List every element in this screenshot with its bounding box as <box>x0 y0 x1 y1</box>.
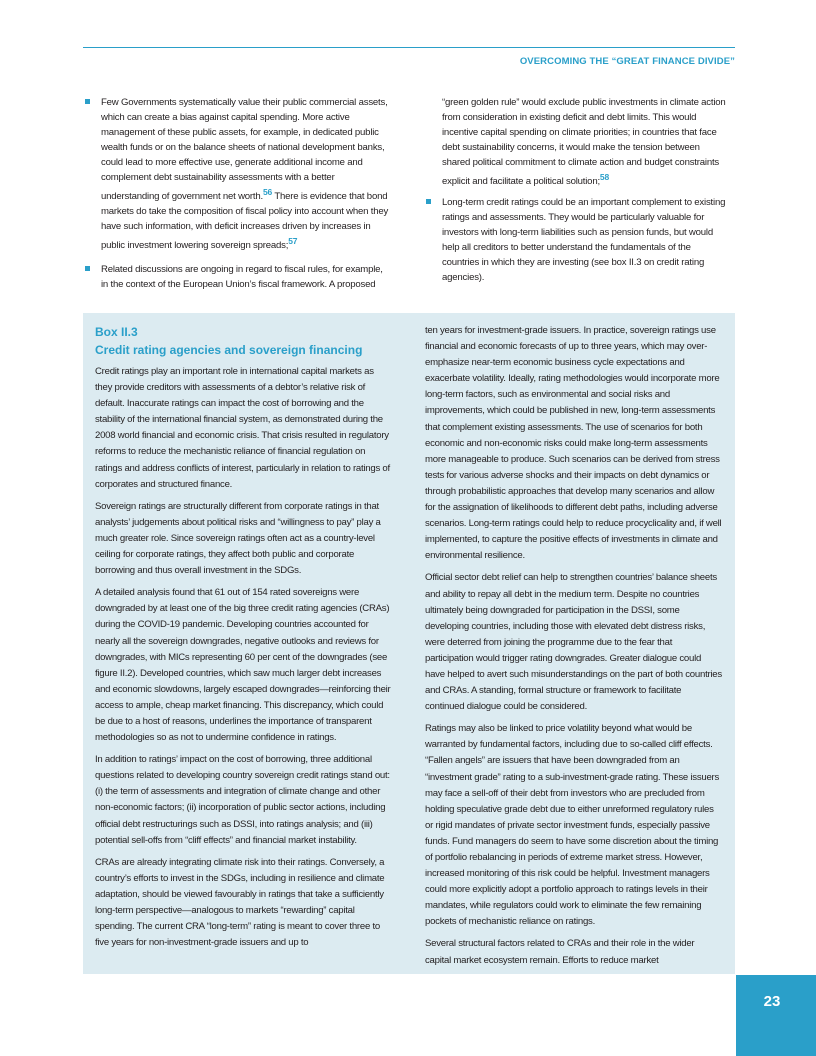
bullet-item <box>424 195 730 285</box>
box-credit-rating-agencies <box>83 313 735 974</box>
page-number: 23 <box>763 993 781 1010</box>
bullet-text: “green golden rule” would exclude public investments in climate action from consideration in existing deficit and debt limits. This would incentive capital spending on climate priorities; in countries that face debt sustainability concerns, it would make the tension between shared political commitment to climate action and budget constraints explicit and facilitate a political solution; <box>442 97 726 188</box>
bullet-item <box>83 262 389 292</box>
bullet-text: Few Governments systematically value their public commercial assets, which can create a bias against capital spending. More active management of these public assets, for example, in dedicated public wealth funds or on the balance sheets of national development banks, could lead to more effective use, generate additional income and complement debt sustainability assessments with a better understanding of government net worth. <box>101 97 388 203</box>
running-header: OVERCOMING THE “GREAT FINANCE DIVIDE” <box>519 56 735 67</box>
footnote-ref[interactable]: 58 <box>599 172 609 182</box>
bullet-continuation <box>424 95 730 189</box>
box-paragraph: A detailed analysis found that 61 out of 154 rated sovereigns were downgraded by at least one of the big three credit rating agencies (CRAs) during the COVID-19 pandemic. Developing countries accounted for nearly all the sovereign downgrades, negative outlooks and reviews for downgrades, with MICs representing 60 per cent of the downgrades (see figure II.2). Developed countries, which saw much larger debt increases and economic slowdowns, largely escaped downgrades—reinforcing their access to ample, cheap market financing. This discrepancy, which could be due to a host of reasons, underlines the importance of transparent methodologies so as not to undermine confidence in ratings. <box>95 587 391 744</box>
right-column <box>424 95 730 294</box>
bullet-text: Long-term credit ratings could be an important complement to existing ratings and assessments. They would be particularly valuable for investors with long-term liabilities such as pension funds, but would help all creditors to better understand the fundamentals of the countries in which they are investing (see box II.3 on credit rating agencies). <box>442 197 726 284</box>
bullet-text: There is evidence that bond markets do take the composition of fiscal policy into account when they have such information, with deficit increases driven by increases in public investment lowering sovereign spreads; <box>101 191 389 252</box>
box-title: Credit rating agencies and sovereign financing <box>95 343 363 357</box>
bullet-square-icon <box>85 266 90 271</box>
box-paragraph: Credit ratings play an important role in international capital markets as they provide creditors with assessments of a debtor’s relative risk of default. Inaccurate ratings can impact the cost of borrowing and the stability of the international financial system, as demonstrated during the 2008 world financial and economic crisis. That crisis resulted in regulatory reforms to reduce the mechanistic reliance of financial regulation on ratings and address conflicts of interest, particularly in relation to ratings of corporates and structured finance. <box>95 366 390 490</box>
box-paragraph: Sovereign ratings are structurally different from corporate ratings in that analysts’ judgements about political risks and “willingness to pay” play a much greater role. Since sovereign ratings often act as a country-level ceiling for corporate ratings, they affect both public and corporate borrowing and thus overall investment in the SDGs. <box>95 500 381 577</box>
top-text-columns <box>83 95 735 295</box>
box-paragraph: Ratings may also be linked to price volatility beyond what would be warranted by fundamental factors, including due to so-called cliff effects. “Fallen angels” are issuers that have been downgraded from an “investment grade” rating to a sub-investment-grade rating. These issuers may face a sell-off of their debt from investors who are precluded from holding speculative grade debt due to either unreformed regulatory rules or rigid mandates of private sector investment funds, especially passive funds. Fund managers do seem to have some discretion about the timing of portfolio rebalancing in periods of extreme market stress. However, increased monitoring of this risk could be helpful. Investment managers could more explicitly adopt a portfolio approach to ratings levels in their mandates, while regulators could work to eliminate the few remaining pockets of mechanistic reliance on ratings. <box>425 723 720 928</box>
box-paragraph: In addition to ratings’ impact on the cost of borrowing, three additional questions related to developing country sovereign credit ratings stand out: (i) the term of assessments and integration of climate change and other non-economic factors; (ii) incorporation of public sector actions, including official debt restructurings such as DSSI, into ratings analysis; and (iii) potential sell-offs from “cliff effects” and financial market instability. <box>95 754 390 846</box>
box-right-column <box>425 323 722 975</box>
box-paragraph: Official sector debt relief can help to strengthen countries’ balance sheets and ability to repay all debt in the medium term. Despite no countries ultimately being downgraded for participation in the DSSI, some developing countries, including those with elevated debt distress risks, were deterred from joining the programme due to the fear that participation would trigger rating downgrades. Greater dialogue could have helped to avert such misunderstandings on the part of both countries and CRAs. A standing, formal structure or framework to facilitate continued dialogue could be considered. <box>425 572 722 713</box>
box-label: Box II.3 <box>95 325 138 339</box>
header-rule <box>83 47 735 48</box>
footnote-ref[interactable]: 57 <box>288 236 298 247</box>
bullet-item <box>83 95 389 253</box>
bullet-square-icon <box>426 199 431 204</box>
box-paragraph: Several structural factors related to CRAs and their role in the wider capital market ecosystem remain. Efforts to reduce market <box>425 938 695 966</box>
box-paragraph: ten years for investment-grade issuers. In practice, sovereign ratings use financial and economic forecasts of up to three years, which may over-emphasize near-term economic business cycle expectations and exacerbate volatility. Ideally, rating methodologies would incorporate more long-term factors, such as environmental and social risks and improvements, which could be published in new, long-term assessments that complement existing assessments. The use of scenarios for both economic and non-economic risks could make long-term assessments more manageable to produce. Such scenarios can be derived from stress tests for various adverse shocks and their impacts on debt dynamics or through probabilistic approaches that develop many scenarios and allow for the assignation of likelihoods to different debt paths, including adverse scenarios. Long-term ratings could help to reduce procyclicality and, if well implemented, to capture the positive effects of investments in climate and environmental resilience. <box>425 325 722 562</box>
left-column <box>83 95 389 301</box>
footnote-ref[interactable]: 56 <box>263 187 273 197</box>
bullet-text: Related discussions are ongoing in regard to fiscal rules, for example, in the context of the European Union’s fiscal framework. A proposed <box>101 264 383 291</box>
box-left-column <box>95 323 392 957</box>
box-paragraph: CRAs are already integrating climate risk into their ratings. Conversely, a country’s efforts to invest in the SDGs, including in resilience and climate adaptation, should be viewed favourably in ratings that take a sufficiently long-term perspective—analogous to markets “rewarding” capital spending. The current CRA “long-term” rating is meant to cover three to five years for non-investment-grade issuers and up to <box>95 856 385 949</box>
bullet-square-icon <box>85 99 90 104</box>
page-number-tab <box>736 975 816 1056</box>
